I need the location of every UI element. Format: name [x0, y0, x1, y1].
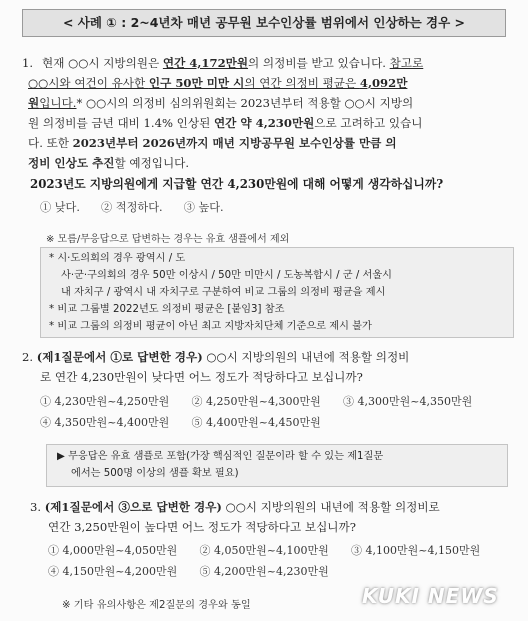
- question-3-text: 연간 3,250만원이 높다면 어느 정도가 적당하다고 보십니까?: [48, 520, 356, 534]
- q2-option-4[interactable]: ④ 4,350만원~4,400만원: [40, 416, 170, 429]
- question-2-text: 로 연간 4,230만원이 낮다면 어느 정도가 적당하다고 보십니까?: [40, 370, 363, 384]
- question-2: [22, 347, 409, 387]
- q3-option-5[interactable]: ⑤ 4,200만원~4,230만원: [199, 565, 329, 578]
- option-low[interactable]: ① 낮다.: [40, 201, 80, 214]
- question-3: [30, 497, 440, 537]
- info-box-sample: [46, 444, 508, 487]
- question-2-options: [40, 391, 472, 433]
- plan-highlight: 2023년부터 2026년까지 매년 지방공무원 보수인상률 만큼 의: [72, 136, 397, 150]
- q3-option-3[interactable]: ③ 4,100만원~4,150만원: [351, 544, 481, 557]
- para1-text: 다. 또한: [28, 136, 73, 150]
- info-line: 내 자치구 / 광역시 내 자치구로 구분하여 비교 그룹의 의정비 평균을 제시: [61, 287, 386, 298]
- news-watermark: KUKI NEWS: [362, 584, 499, 608]
- question-3-options: [48, 540, 480, 582]
- question-1-options: [40, 199, 224, 215]
- info-line: * 비교 그룹의 의정비 평균이 아닌 최고 지방자치단체 기준으로 제시 불가: [49, 321, 372, 332]
- para1-text: 의 의정비를 받고 있습니다.: [248, 56, 390, 70]
- average-pay-highlight: 4,092만: [359, 76, 408, 90]
- q3-option-2[interactable]: ② 4,050만원~4,100만원: [199, 544, 329, 557]
- para1-reference: 참고로: [389, 56, 424, 70]
- para1-text: 할 예정입니다.: [114, 156, 190, 170]
- q2-option-5[interactable]: ⑤ 4,400만원~4,450만원: [191, 416, 321, 429]
- info-line: ▶ 무응답은 유효 샘플로 포함(가장 핵심적인 질문이라 할 수 있는 제1질문: [57, 451, 384, 462]
- option-high[interactable]: ③ 높다.: [183, 201, 224, 214]
- item-number-2: 2.: [22, 350, 34, 364]
- para1-text: 원 의정비를 금년 대비 1.4% 인상된: [28, 116, 214, 130]
- para1-text: 으로 고려하고 있습니: [314, 116, 423, 130]
- q2-option-2[interactable]: ② 4,250만원~4,300만원: [191, 395, 321, 408]
- note-exclusion: ※ 모름/무응답으로 답변하는 경우는 유효 샘플에서 제외: [46, 234, 290, 245]
- current-pay-highlight: 연간 4,172만원: [162, 56, 249, 70]
- info-line: * 시·도의회의 경우 광역시 / 도: [49, 253, 186, 264]
- item-number-1: 1.: [22, 56, 34, 70]
- option-adequate[interactable]: ② 적정하다.: [101, 201, 163, 214]
- para1-reference: 의 연간 의정비 평균은: [244, 76, 360, 90]
- para1-text: 현재 ○○시 지방의원은: [42, 56, 163, 70]
- paragraph-1: [22, 53, 506, 173]
- q3-option-1[interactable]: ① 4,000만원~4,050만원: [48, 544, 178, 557]
- average-pay-highlight: 원: [28, 96, 40, 110]
- para1-reference: 입니다.: [39, 96, 77, 110]
- question-3-condition: (제1질문에서 ③으로 답변한 경우): [44, 500, 222, 514]
- question-2-text: ○○시 지방의원의 내년에 적용할 의정비: [202, 350, 410, 364]
- para1-text: * ○○시의 의정비 심의위원회는 2023년부터 적용할 ○○시 지방의: [76, 96, 414, 110]
- q2-option-1[interactable]: ① 4,230만원~4,250만원: [40, 395, 170, 408]
- case-title: < 사례 ① : 2~4년차 매년 공무원 보수인상률 범위에서 인상하는 경우 >: [22, 9, 506, 37]
- q3-option-4[interactable]: ④ 4,150만원~4,200만원: [48, 565, 178, 578]
- q2-option-3[interactable]: ③ 4,300만원~4,350만원: [343, 395, 473, 408]
- info-line: 에서는 500명 이상의 샘플 확보 필요): [71, 468, 239, 479]
- question-1: 2023년도 지방의원에게 지급할 연간 4,230만원에 대해 어떻게 생각하십니까?: [30, 177, 444, 191]
- proposed-pay-highlight: 연간 약 4,230만원: [213, 116, 315, 130]
- info-line: * 비교 그룹별 2022년도 의정비 평균은 [붙임3] 참조: [49, 304, 285, 315]
- question-2-condition: (제1질문에서 ①로 답변한 경우): [36, 350, 203, 364]
- question-3-text: ○○시 지방의원의 내년에 적용할 의정비로: [221, 500, 440, 514]
- population-group-highlight: 인구 50만 미만 시: [148, 76, 245, 90]
- para1-reference: ○○시와 여건이 유사한: [28, 76, 149, 90]
- info-box-comparison-groups: [40, 247, 514, 338]
- plan-highlight: 정비 인상도 추진: [28, 156, 115, 170]
- info-line: 사·군·구의회의 경우 50만 이상시 / 50만 미만시 / 도농복합시 / 군 / 서울시: [61, 270, 393, 281]
- item-number-3: 3.: [30, 500, 42, 514]
- note-other: ※ 기타 유의사항은 제2질문의 경우와 동일: [62, 600, 251, 611]
